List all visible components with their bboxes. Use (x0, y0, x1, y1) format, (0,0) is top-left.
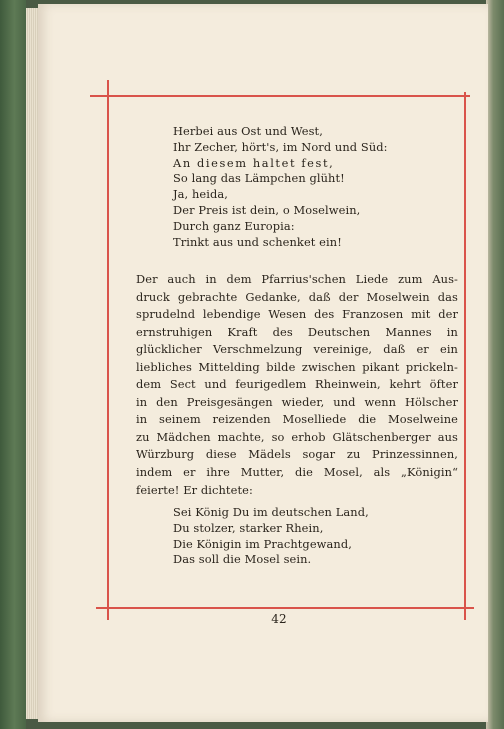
prose-line: indem er ihre Mutter, die Mosel, als „Königin“ (136, 465, 458, 480)
verse-line: Sei König Du im deutschen Land, (173, 505, 369, 519)
prose-line: ernstruhigen Kraft des Deutschen Mannes in (136, 324, 458, 339)
frame-rule-bottom (96, 607, 474, 609)
poem-stanza-bottom (173, 505, 369, 568)
page-number: 42 (271, 612, 287, 626)
verse-line: Ja, heida, (173, 187, 229, 202)
verse-line: An diesem haltet fest, (173, 155, 335, 170)
prose-paragraph (136, 271, 458, 499)
prose-line: sprudelnd lebendige Wesen des Franzosen mit der (136, 307, 458, 322)
prose-line: zu Mädchen machte, so erhob Glätschenberger aus (136, 429, 458, 444)
prose-line: in seinem reizenden Moselliede die Moselweine (136, 412, 458, 427)
prose-line: dem Sect und feurigedlem Rheinwein, kehrt öfter (136, 377, 458, 392)
verse-line: So lang das Lämpchen glüht! (173, 171, 345, 186)
prose-line: in den Preisgesängen wieder, und wenn Hölscher (136, 394, 458, 409)
frame-rule-right (464, 92, 466, 620)
poem-stanza-top (173, 124, 388, 250)
frame-rule-top (90, 95, 470, 97)
verse-line: Ihr Zecher, hört's, im Nord und Süd: (173, 139, 388, 154)
frame-rule-left (107, 80, 109, 620)
verse-line: Durch ganz Europia: (173, 218, 295, 233)
verse-line: Du stolzer, starker Rhein, (173, 520, 324, 535)
verse-line: Das soll die Mosel sein. (173, 552, 312, 567)
verse-line: Trinkt aus und schenket ein! (173, 234, 342, 249)
prose-line: glücklicher Verschmelzung vereinige, daß er ein (136, 342, 458, 357)
verse-line: Die Königin im Prachtgewand, (173, 536, 352, 551)
verse-line: Der Preis ist dein, o Moselwein, (173, 202, 361, 217)
prose-line: druck gebrachte Gedanke, daß der Moselwein das (136, 289, 458, 304)
prose-line: Der auch in dem Pfarrius'schen Liede zum Aus- (136, 272, 458, 286)
verse-line: Herbei aus Ost und West, (173, 124, 323, 138)
prose-line: feierte! Er dichtete: (136, 482, 253, 497)
prose-line: Würzburg diese Mädels sogar zu Prinzessinnen, (136, 447, 458, 462)
book-cover-left-edge (0, 0, 26, 729)
prose-line: liebliches Mittelding bilde zwischen pikant prickeln- (136, 359, 458, 374)
